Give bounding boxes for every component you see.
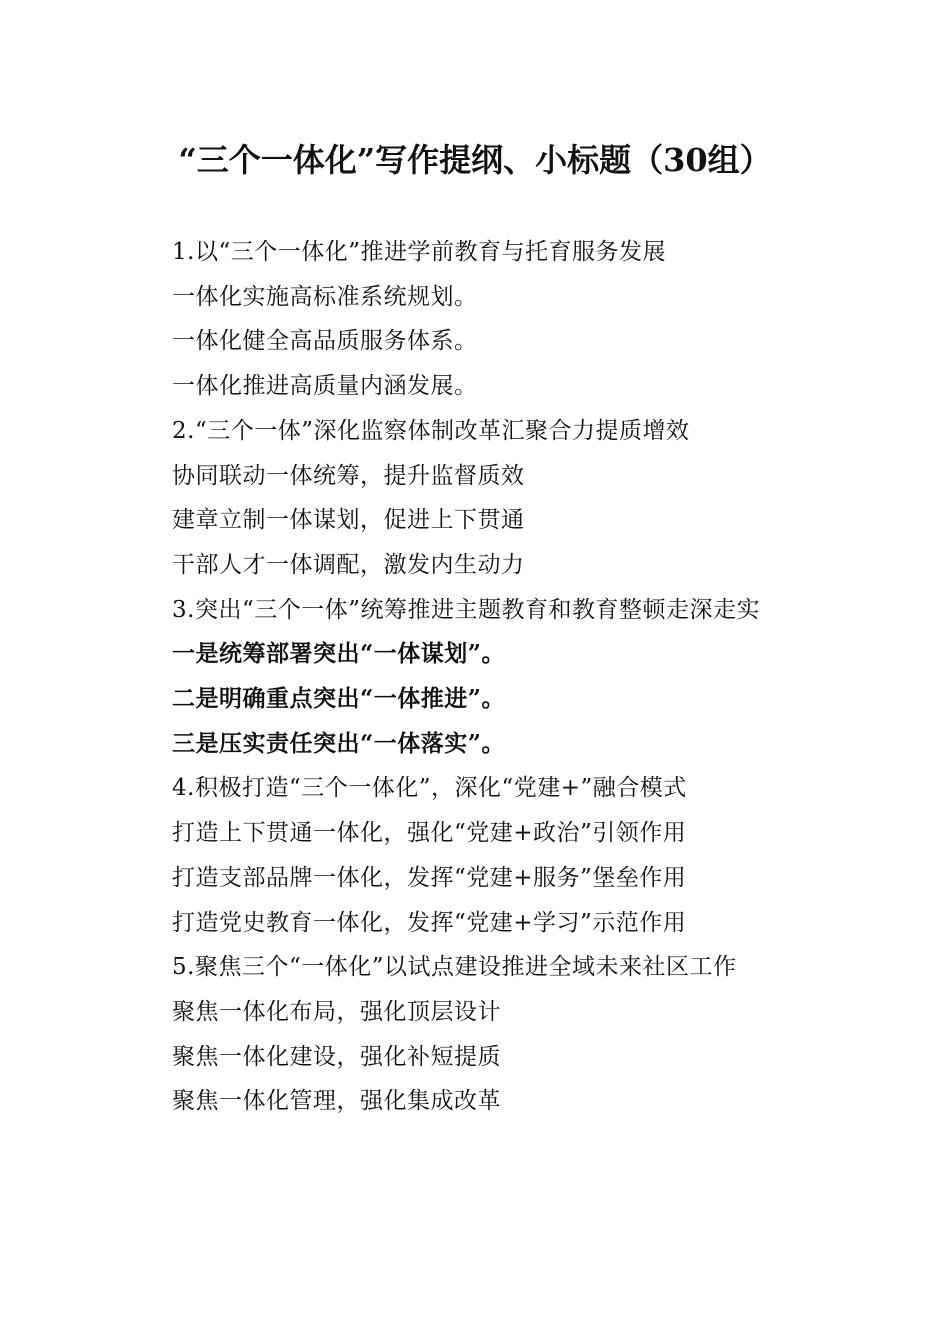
outline-item: 二是明确重点突出“一体推进”。 (172, 685, 505, 713)
outline-item: 干部人才一体调配，激发内生动力 (172, 551, 525, 578)
outline-item: 打造上下贯通一体化，强化“党建+政治”引领作用 (172, 820, 687, 847)
heading-3: 3.突出“三个一体”统筹推进主题教育和教育整顿走深走实 (172, 596, 760, 623)
outline-item: 聚焦一体化管理，强化集成改革 (172, 1088, 501, 1115)
heading-4: 4.积极打造“三个一体化”，深化“党建+”融合模式 (172, 775, 687, 802)
outline-item: 聚焦一体化建设，强化补短提质 (172, 1043, 501, 1070)
outline-item: 一体化健全高品质服务体系。 (172, 328, 478, 355)
outline-item: 一是统筹部署突出“一体谋划”。 (172, 640, 505, 668)
outline-item: 打造党史教育一体化，发挥“党建+学习”示范作用 (172, 909, 687, 936)
outline-item: 一体化实施高标准系统规划。 (172, 283, 478, 310)
outline-item: 打造支部品牌一体化，发挥“党建+服务”堡垒作用 (172, 864, 687, 891)
document-body (120, 230, 832, 1124)
outline-item: 建章立制一体谋划，促进上下贯通 (172, 507, 525, 534)
heading-1: 1.以“三个一体化”推进学前教育与托育服务发展 (172, 239, 666, 265)
document-title: “三个一体化”写作提纲、小标题（30组） (178, 141, 772, 179)
outline-item: 三是压实责任突出“一体落实”。 (172, 729, 505, 757)
outline-item: 聚焦一体化布局，强化顶层设计 (172, 998, 501, 1025)
heading-5: 5.聚焦三个“一体化”以试点建设推进全域未来社区工作 (172, 954, 737, 981)
heading-2: 2.“三个一体”深化监察体制改革汇聚合力提质增效 (172, 417, 690, 444)
outline-item: 一体化推进高质量内涵发展。 (172, 373, 478, 400)
outline-item: 协同联动一体统筹，提升监督质效 (172, 462, 525, 489)
